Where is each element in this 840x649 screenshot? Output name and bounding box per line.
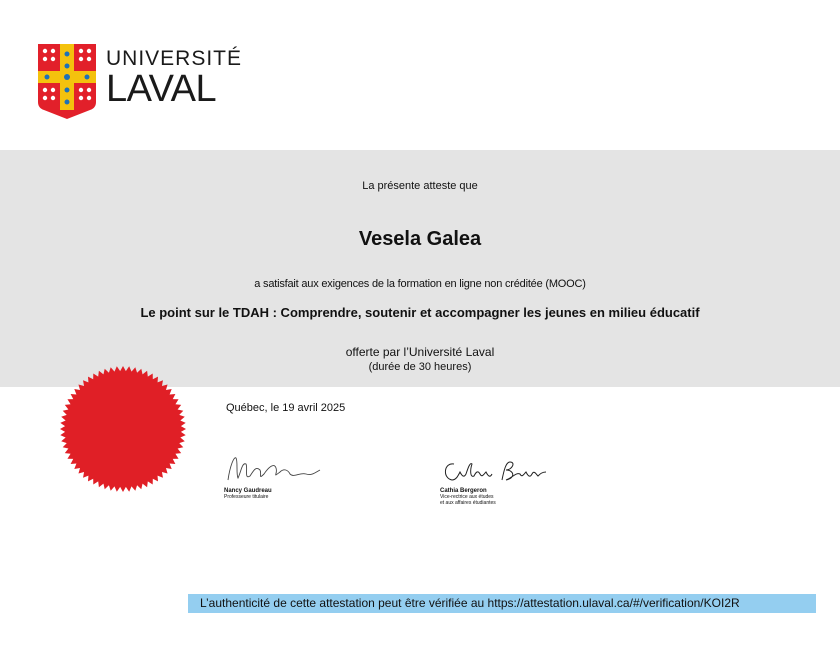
university-shield-icon <box>36 42 98 120</box>
signatory-title-line1: Vice-rectrice aux études <box>440 494 494 500</box>
wordmark-line2: LAVAL <box>106 68 217 110</box>
course-title: Le point sur le TDAH : Comprendre, soutenir et accompagner les jeunes en milieu éducatif <box>140 305 700 320</box>
signature-cathia-bergeron-icon <box>440 456 550 486</box>
university-wordmark <box>106 48 242 108</box>
university-logo <box>36 42 243 122</box>
red-seal-icon <box>58 364 188 494</box>
wordmark-line1: UNIVERSITÉ <box>106 47 243 70</box>
place-and-date: Québec, le 19 avril 2025 <box>226 402 346 414</box>
signatory-name: Cathia Bergeron <box>440 488 487 494</box>
completion-statement: a satisfait aux exigences de la formation en ligne non créditée (MOOC) <box>254 278 586 290</box>
signature-nancy-gaudreau-icon <box>224 452 324 486</box>
verification-notice: L’authenticité de cette attestation peut être vérifiée au https://attestation.ulaval.ca/#/verification/KOI2R <box>188 594 816 613</box>
signatory-title-line2: et aux affaires étudiantes <box>440 500 496 506</box>
signature-block-right <box>440 456 550 506</box>
attestation-intro: La présente atteste que <box>362 180 478 192</box>
course-duration: (durée de 30 heures) <box>368 361 472 373</box>
signature-block-left <box>224 452 324 500</box>
recipient-name: Vesela Galea <box>358 228 482 250</box>
signatory-name: Nancy Gaudreau <box>224 488 272 494</box>
signatory-title: Professeure titulaire <box>224 494 269 500</box>
offered-by: offerte par l’Université Laval <box>345 345 495 359</box>
